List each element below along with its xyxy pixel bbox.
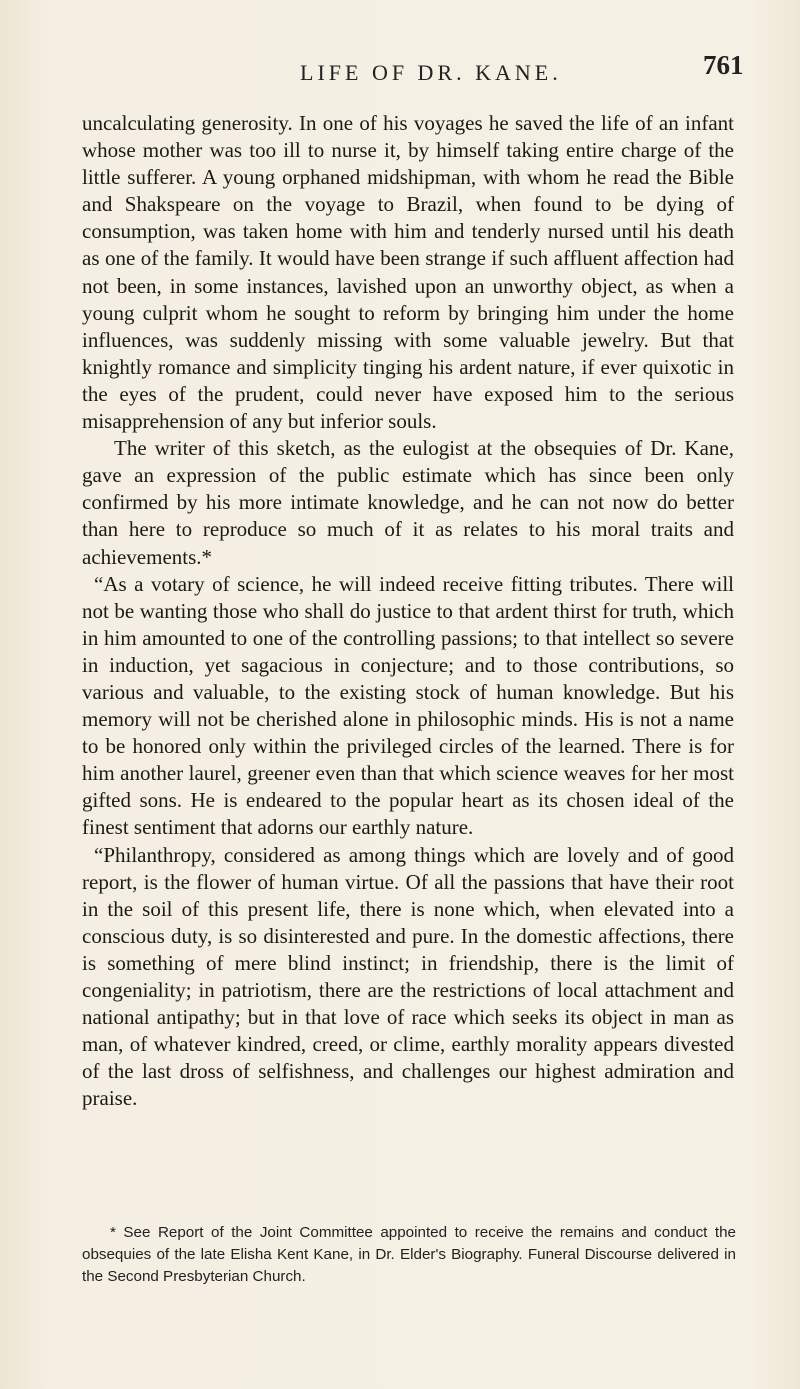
- paragraph-quote-science: “As a votary of science, he will indeed receive fitting tributes. There will not be wanting those who shall do justice to that ardent thirst for truth, which in him amounted to one of the controlling passions; to that intellect so severe in induction, yet sagacious in conjecture; and to those contributions, so various and valuable, to the existing stock of human knowledge. But his memory will not be cherished alone in philosophic minds. His is not a name to be honored only within the privileged circles of the learned. There is for him another laurel, greener even than that which science weaves for her most gifted sons. He is endeared to the popular heart as its chosen ideal of the finest sentiment that adorns our earthly nature.: [82, 571, 734, 840]
- page-number: 761: [703, 50, 744, 80]
- running-title: LIFE OF DR. KANE.: [300, 60, 562, 85]
- footnote: * See Report of the Joint Committee appointed to receive the remains and conduct the obsequies of the late Elisha Kent Kane, in Dr. Elder's Biography. Funeral Discourse delivered in the Second Presbyterian Church.: [82, 1224, 736, 1285]
- paragraph-eulogist: The writer of this sketch, as the eulogist at the obsequies of Dr. Kane, gave an expression of the public estimate which has since been only confirmed by his more intimate knowledge, and he can not now do better than here to reproduce so much of it as relates to his moral traits and achievements.*: [82, 436, 734, 569]
- paragraph-continuation: uncalculating generosity. In one of his voyages he saved the life of an infant whose mother was too ill to nurse it, by himself taking entire charge of the little sufferer. A young orphaned midshipman, with whom he read the Bible and Shakspeare on the voyage to Brazil, when found to be dying of consumption, was taken home with him and tenderly nursed until his death as one of the family. It would have been strange if such affluent affection had not been, in some instances, lavished upon an unworthy object, as when a young culprit whom he sought to reform by bringing him under the home influences, was suddenly missing with some valuable jewelry. But that knightly romance and simplicity tinging his ardent nature, if ever quixotic in the eyes of the prudent, could never have exposed him to the serious misapprehension of any but inferior souls.: [82, 111, 734, 434]
- paragraph-quote-philanthropy: “Philanthropy, considered as among things which are lovely and of good report, is the flower of human virtue. Of all the passions that have their root in the soil of this present life, there is none which, when elevated into a conscious duty, is so disinterested and pure. In the domestic affections, there is something of mere blind instinct; in friendship, there is the limit of congeniality; in patriotism, there are the restrictions of local attachment and national antipathy; but in that love of race which seeks its object in man as man, of whatever kindred, creed, or clime, earthly morality appears divested of the last dross of selfishness, and challenges our highest admiration and praise.: [82, 842, 734, 1111]
- body-text: [82, 110, 734, 1112]
